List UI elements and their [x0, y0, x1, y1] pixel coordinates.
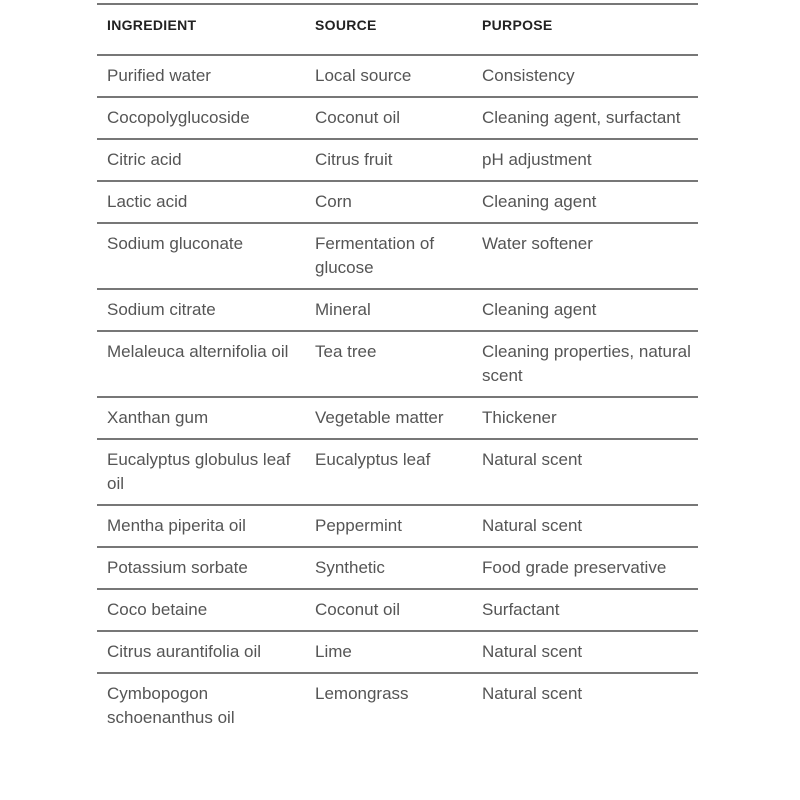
ingredient-cell: Citrus aurantifolia oil	[107, 642, 262, 661]
source-cell: Corn	[315, 192, 352, 211]
source-cell: Eucalyptus leaf	[315, 450, 431, 469]
source-cell: Lemongrass	[315, 684, 409, 703]
header-source: SOURCE	[315, 17, 377, 33]
purpose-cell: Natural scent	[482, 684, 583, 703]
source-cell: Citrus fruit	[315, 150, 393, 169]
ingredient-cell: Sodium citrate	[107, 300, 216, 319]
table-row	[97, 223, 698, 289]
source-cell: Local source	[315, 66, 412, 85]
table-row	[97, 631, 698, 673]
table-header-row	[97, 4, 698, 55]
table-row	[97, 505, 698, 547]
ingredient-cell: Lactic acid	[107, 192, 188, 211]
ingredient-cell: Sodium gluconate	[107, 234, 244, 253]
source-cell: Coconut oil	[315, 108, 401, 127]
ingredients-table	[97, 3, 698, 738]
source-cell: Tea tree	[315, 342, 377, 361]
ingredient-cell: Mentha piperita oil	[107, 516, 246, 535]
source-cell: Mineral	[315, 300, 371, 319]
table-row	[97, 547, 698, 589]
header-ingredient: INGREDIENT	[107, 17, 197, 33]
table-row	[97, 331, 698, 397]
source-cell: Coconut oil	[315, 600, 401, 619]
purpose-cell: Surfactant	[482, 600, 560, 619]
purpose-cell: Natural scent	[482, 642, 583, 661]
purpose-cell: Natural scent	[482, 450, 583, 469]
ingredient-cell: Xanthan gum	[107, 408, 209, 427]
table-row	[97, 97, 698, 139]
purpose-cell: Cleaning agent	[482, 300, 597, 319]
purpose-cell: Thickener	[482, 408, 557, 427]
ingredient-cell: Citric acid	[107, 150, 182, 169]
ingredient-cell: Coco betaine	[107, 600, 208, 619]
table-row	[97, 589, 698, 631]
source-cell: Vegetable matter	[315, 408, 444, 427]
source-cell: Synthetic	[315, 558, 385, 577]
source-cell: Fermentation of glucose	[315, 234, 435, 277]
ingredient-cell: Purified water	[107, 66, 211, 85]
header-purpose: PURPOSE	[482, 17, 553, 33]
source-cell: Peppermint	[315, 516, 402, 535]
purpose-cell: pH adjustment	[482, 150, 592, 169]
ingredient-cell: Melaleuca alternifolia oil	[107, 342, 289, 361]
ingredient-cell: Eucalyptus globulus leaf oil	[107, 450, 291, 493]
table-row	[97, 673, 698, 738]
purpose-cell: Cleaning agent	[482, 192, 597, 211]
table-row	[97, 55, 698, 97]
table-row	[97, 139, 698, 181]
table-row	[97, 289, 698, 331]
table-row	[97, 181, 698, 223]
ingredient-cell: Cymbopogon schoenanthus oil	[107, 684, 235, 727]
purpose-cell: Cleaning agent, surfactant	[482, 108, 681, 127]
purpose-cell: Water softener	[482, 234, 593, 253]
purpose-cell: Food grade preservative	[482, 558, 667, 577]
purpose-cell: Consistency	[482, 66, 575, 85]
ingredient-cell: Cocopolyglucoside	[107, 108, 250, 127]
table-body	[97, 55, 698, 738]
table-row	[97, 397, 698, 439]
table-row	[97, 439, 698, 505]
purpose-cell: Cleaning properties, natural scent	[482, 342, 691, 385]
source-cell: Lime	[315, 642, 352, 661]
ingredient-cell: Potassium sorbate	[107, 558, 248, 577]
purpose-cell: Natural scent	[482, 516, 583, 535]
